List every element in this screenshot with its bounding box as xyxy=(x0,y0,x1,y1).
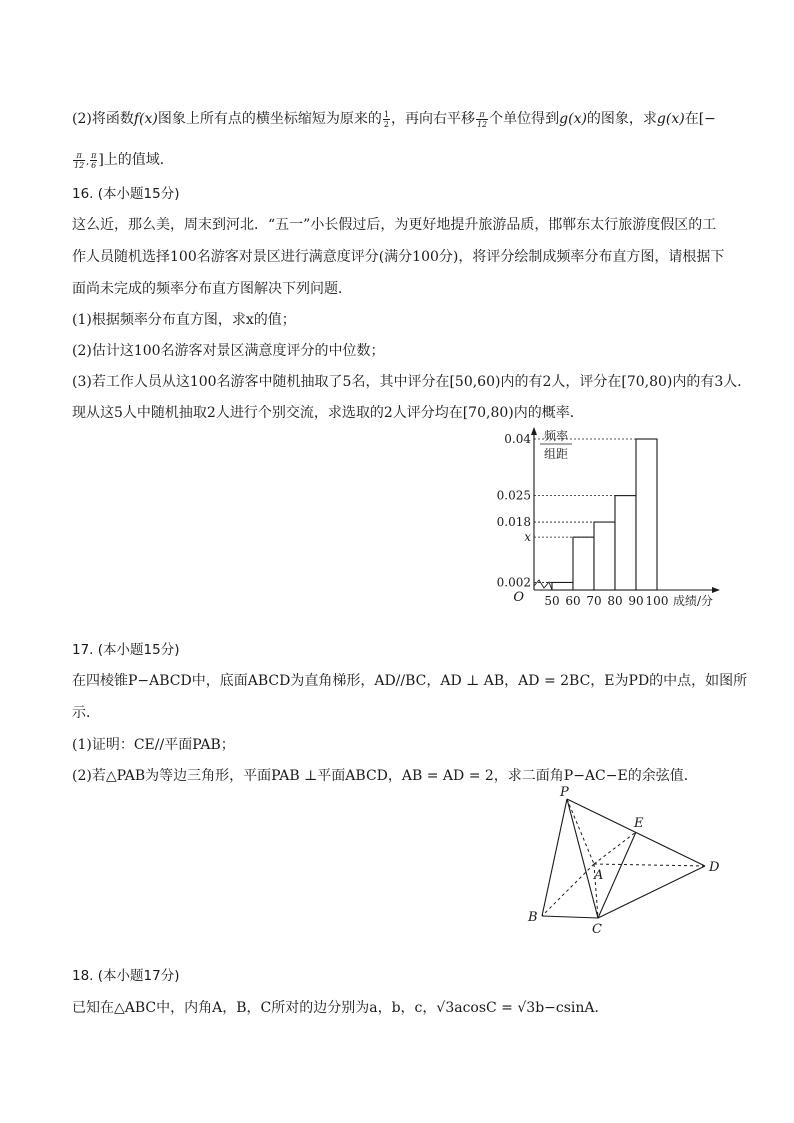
q15-text: 个单位得到 xyxy=(489,111,560,127)
label-P: P xyxy=(560,785,569,800)
q17-body-line2: 示． xyxy=(72,705,100,721)
math-fx: f(x) xyxy=(133,111,158,127)
label-A: A xyxy=(594,868,604,883)
y-tick-label: 0.025 xyxy=(496,488,531,503)
q17-part1: (1)证明：CE//平面PAB； xyxy=(72,737,235,753)
y-label-top: 频率 xyxy=(543,429,569,443)
histogram-bar xyxy=(573,537,594,590)
frac-den: 12 xyxy=(476,119,488,129)
x-tick-label: 90 xyxy=(628,594,644,608)
histogram-bar xyxy=(552,582,573,590)
q15-text: 在[− xyxy=(684,111,716,127)
fraction-pi-12 xyxy=(476,110,488,129)
q16-body-line1: 这么近，那么美，周末到河北．“五一”小长假过后，为更好地提升旅游品质，邯郸东太行旅游度假区的工 xyxy=(72,217,717,233)
edge-AE xyxy=(594,832,636,864)
x-axis-arrow xyxy=(712,587,720,593)
edge-CE xyxy=(598,832,636,918)
histogram-bar xyxy=(615,496,636,590)
q15-text: (2)将函数 xyxy=(72,111,134,127)
q15-part2-line2 xyxy=(72,150,174,172)
x-tick-label: 50 xyxy=(544,594,560,608)
label-D: D xyxy=(709,860,720,875)
q15-text: ]上的值域． xyxy=(98,152,174,168)
q16-part3-line2: 现从这5人中随机抽取2人进行个别交流，求选取的2人评分均在[70,80)内的概率． xyxy=(72,405,584,421)
edge-AD xyxy=(594,864,705,866)
y-tick-label: 0.002 xyxy=(496,575,531,590)
y-tick-label: 0.04 xyxy=(504,432,531,446)
q15-text: 的图象，求 xyxy=(586,111,657,127)
q17-body-line1: 在四棱锥P−ABCD中，底面ABCD为直角梯形，AD//BC，AD ⊥ AB，AD = 2BC，E为PD的中点，如图所 xyxy=(72,673,748,689)
histogram-bar xyxy=(594,522,615,590)
histogram-bar xyxy=(636,439,657,590)
y-axis-arrow xyxy=(531,427,537,435)
fraction-neg-pi-12 xyxy=(73,151,85,170)
q16-header: 16. (本小题15分) xyxy=(72,186,180,202)
edge-BC xyxy=(542,916,598,918)
q15-text: ，再向右平移 xyxy=(390,111,475,127)
q18-body-line1: 已知在△ABC中，内角A，B，C所对的边分别为a，b，c，√3acosC = √3b−csinA． xyxy=(72,1000,609,1016)
edge-PC xyxy=(567,799,598,918)
pyramid-figure xyxy=(520,780,730,940)
frac-den: 6 xyxy=(91,160,97,170)
edge-PA xyxy=(567,799,594,864)
q17-part2: (2)若△PAB为等边三角形，平面PAB ⊥平面ABCD，AB = AD = 2，求二面角P−AC−E的余弦值． xyxy=(72,768,698,784)
origin-label: O xyxy=(513,590,524,605)
q16-part1: (1)根据频率分布直方图，求x的值； xyxy=(72,312,296,328)
q18-header: 18. (本小题17分) xyxy=(72,968,180,984)
edge-PB xyxy=(542,799,567,916)
x-tick-label: 70 xyxy=(586,594,602,608)
frac-den: 2 xyxy=(383,119,389,129)
label-C: C xyxy=(592,922,602,937)
math-gx: g(x) xyxy=(559,111,587,127)
y-tick-label: 0.018 xyxy=(496,515,531,530)
label-E: E xyxy=(634,816,644,831)
q17-header: 17. (本小题15分) xyxy=(72,642,180,658)
x-tick-label: 100 xyxy=(645,594,669,608)
q15-part2-line1 xyxy=(72,109,716,129)
frac-num: 1 xyxy=(383,109,389,119)
x-axis-label: 成绩/分 xyxy=(673,594,714,608)
edge-CD xyxy=(598,866,705,918)
label-B: B xyxy=(528,910,538,925)
frac-num: π xyxy=(73,151,85,161)
frequency-histogram xyxy=(490,425,730,615)
q15-text: 图象上所有点的横坐标缩短为原来的 xyxy=(157,111,382,127)
frac-den: 12 xyxy=(74,160,85,170)
y-tick-label: x xyxy=(524,530,531,545)
q16-part2: (2)估计这100名游客对景区满意度评分的中位数； xyxy=(72,343,385,359)
math-gx: g(x) xyxy=(656,111,685,127)
comma: , xyxy=(86,157,90,167)
frac-num: π xyxy=(91,150,97,160)
axis-break xyxy=(534,580,552,590)
q16-body-line2: 作人员随机选择100名游客对景区进行满意度评分(满分100分)，将评分绘制成频率分布直方图，请根据下 xyxy=(72,249,725,265)
y-label-bottom: 组距 xyxy=(543,447,569,461)
q16-body-line3: 面尚未完成的频率分布直方图解决下列问题． xyxy=(72,281,352,297)
fraction-half xyxy=(383,110,390,129)
q16-part3-line1: (3)若工作人员从这100名游客中随机抽取了5名，其中评分在[50,60)内的有2人，评分在[70,80)内的有3人． xyxy=(72,374,752,390)
x-tick-label: 80 xyxy=(607,594,623,608)
x-tick-label: 60 xyxy=(565,594,581,608)
frac-num: π xyxy=(476,110,488,120)
fraction-pi-6 xyxy=(90,151,97,170)
